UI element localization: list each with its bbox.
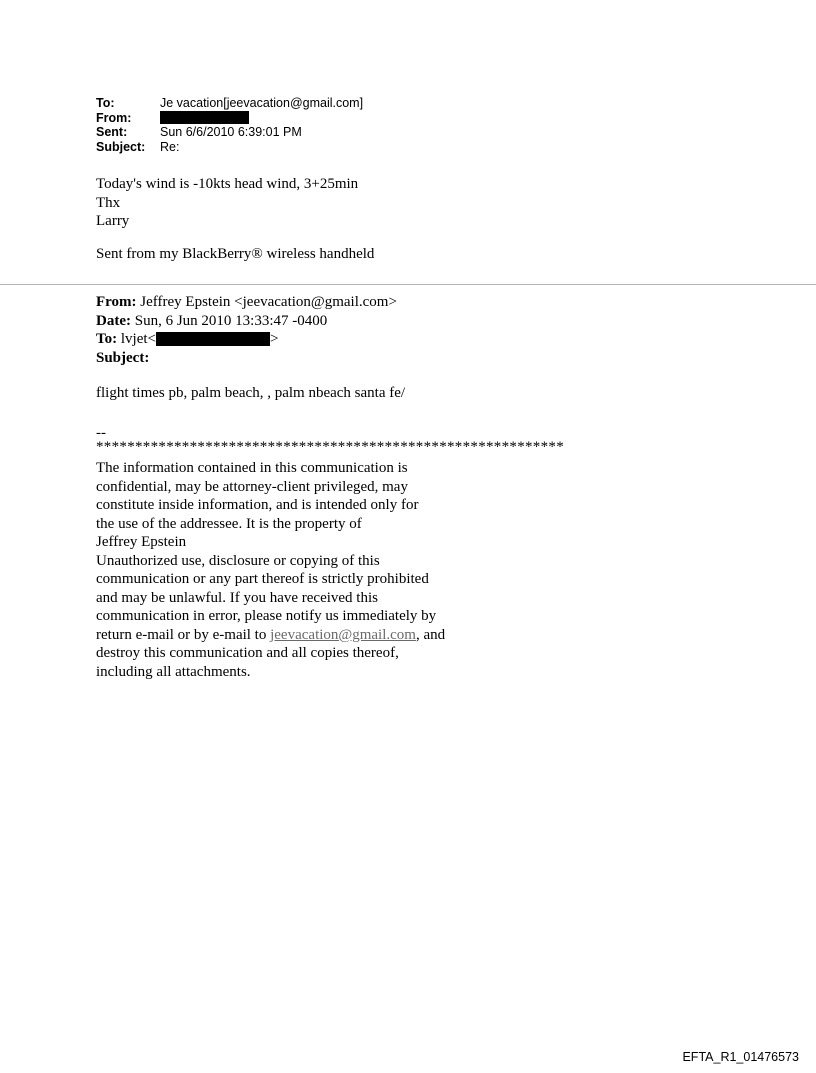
disclaimer-line: Unauthorized use, disclosure or copying of this — [96, 552, 380, 569]
header-subject-label: Subject: — [96, 139, 146, 154]
disclaimer-line: destroy this communication and all copies thereof, — [96, 645, 399, 661]
redaction-box — [156, 332, 270, 346]
reply-line: Thx — [96, 194, 121, 211]
header-sent-value: Sun 6/6/2010 6:39:01 PM — [160, 125, 302, 139]
disclaimer-line: confidential, may be attorney-client privileged, may — [96, 478, 408, 495]
forwarded-to-suffix: > — [270, 331, 279, 347]
header-to-value: Je vacation[jeevacation@gmail.com] — [160, 96, 364, 110]
forwarded-subject-row — [96, 349, 397, 368]
document-id: EFTA_R1_01476573 — [682, 1050, 799, 1064]
reply-body — [96, 175, 358, 231]
email-link[interactable]: jeevacation@gmail.com — [270, 626, 416, 643]
forwarded-date-row — [96, 312, 397, 331]
header-to-label: To: — [96, 96, 115, 110]
disclaimer-return-suffix: , and — [415, 626, 446, 643]
redaction-box — [160, 111, 249, 124]
forwarded-to-label: To: — [96, 331, 118, 347]
forwarded-from-row — [96, 293, 397, 312]
forwarded-subject-label: Subject: — [96, 349, 150, 366]
reply-line: Larry — [96, 213, 130, 229]
forwarded-from-label: From: — [96, 294, 137, 310]
disclaimer — [96, 459, 516, 681]
reply-signature: Sent from my BlackBerry® wireless handheld — [96, 246, 375, 262]
disclaimer-return-prefix: return e-mail or by e-mail to — [96, 626, 271, 643]
message-divider — [0, 284, 816, 285]
forwarded-to-row — [96, 330, 397, 349]
disclaimer-return-line — [96, 626, 516, 645]
forwarded-date-value: Sun, 6 Jun 2010 13:33:47 -0400 — [130, 312, 328, 329]
reply-line: Today's wind is -10kts head wind, 3+25min — [96, 176, 359, 192]
disclaimer-line: The information contained in this communication is — [96, 460, 408, 476]
disclaimer-line: the use of the addressee. It is the property of — [96, 515, 362, 532]
disclaimer-line: communication in error, please notify us immediately by — [96, 608, 437, 624]
header-from-label: From: — [96, 110, 132, 125]
disclaimer-line: and may be unlawful. If you have received this — [96, 589, 378, 606]
forwarded-to-prefix: lvjet< — [117, 331, 156, 347]
message-text: flight times pb, palm beach, , palm nbeach santa fe/ — [96, 385, 406, 401]
disclaimer-line: including all attachments. — [96, 663, 251, 680]
header-subject-value: Re: — [160, 139, 180, 154]
forwarded-date-label: Date: — [96, 312, 131, 329]
message-separator: -- — [96, 425, 106, 441]
star-separator: ************************************************************ — [96, 439, 564, 455]
header-sent-label: Sent: — [96, 125, 128, 139]
forwarded-from-value: Jeffrey Epstein <jeevacation@gmail.com> — [136, 294, 397, 310]
disclaimer-line: constitute inside information, and is intended only for — [96, 497, 419, 513]
disclaimer-line: communication or any part thereof is strictly prohibited — [96, 571, 429, 587]
forwarded-header — [96, 293, 397, 367]
disclaimer-line: Jeffrey Epstein — [96, 534, 187, 550]
